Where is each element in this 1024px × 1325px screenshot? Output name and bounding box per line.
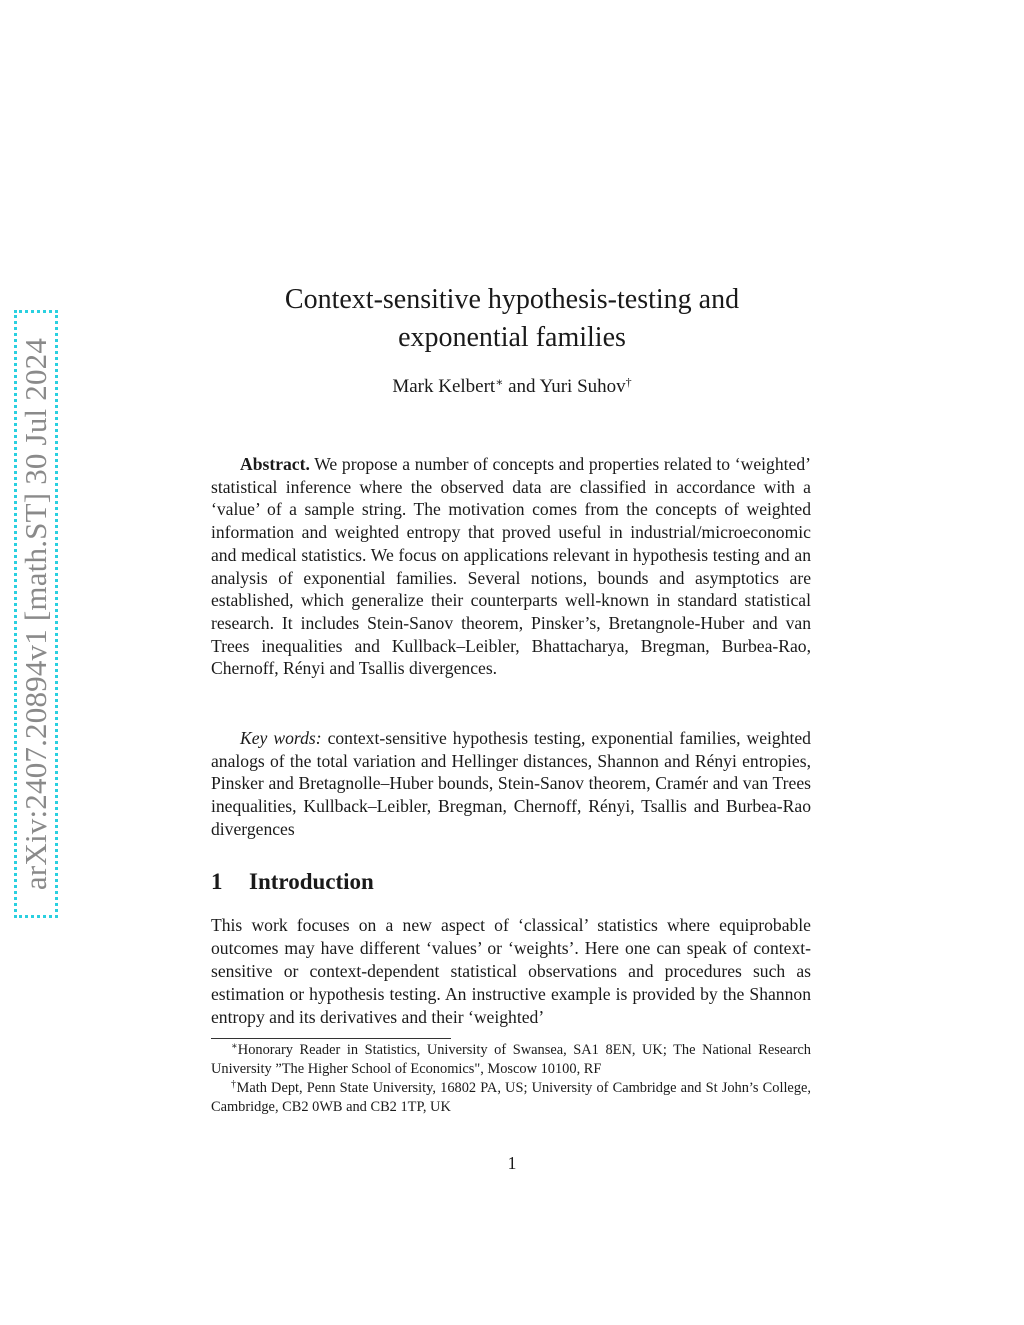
- footnote-2: [211, 1079, 811, 1117]
- footnote-1-text: Honorary Reader in Statistics, University of Swansea, SA1 8EN, UK; The National Research University ”The Higher School of Economics", Moscow 10100, RF: [211, 1042, 811, 1077]
- keywords-text: context-sensitive hypothesis testing, exponential families, weighted analogs of the total variation and Hellinger distances, Shannon and Rényi entropies, Pinsker and Bretagnolle–Huber bounds, Stein-Sanov theorem, Cramér and van Trees inequalities, Kullback–Leibler, Bregman, Chernoff, Rényi, Tsallis and Burbea-Rao divergences: [211, 728, 811, 839]
- footnote-rule: [211, 1038, 451, 1039]
- author-1-footnote-mark: ∗: [495, 375, 504, 389]
- footnote-1: [211, 1041, 811, 1079]
- section-number: 1: [211, 869, 223, 894]
- paper-title-line-2: exponential families: [398, 322, 626, 353]
- page-number: 1: [507, 1153, 517, 1173]
- paper-title-line-1: Context-sensitive hypothesis-testing and: [284, 284, 740, 315]
- keywords: [211, 727, 811, 841]
- author-2-footnote-mark: †: [625, 375, 632, 389]
- abstract: [211, 453, 811, 680]
- footnote-2-mark: †: [231, 1079, 237, 1090]
- section-title: Introduction: [249, 869, 374, 894]
- authors-conjunction: and: [503, 376, 540, 397]
- footnotes: [211, 1041, 811, 1117]
- keywords-label: Key words:: [240, 728, 322, 748]
- author-1: Mark Kelbert: [392, 376, 496, 397]
- authors: [0, 376, 1024, 398]
- footnote-1-mark: ∗: [231, 1041, 238, 1052]
- intro-paragraph: This work focuses on a new aspect of ‘classical’ statistics where equiprobable outcomes may have different ‘values’ or ‘weights’. Here one can speak of context-sensitive or context-dependent statistical observations and procedures such as estimation or hypothesis testing. An instructive example is provided by the Shannon entropy and its derivatives and their ‘weighted’: [211, 915, 811, 1027]
- abstract-label: Abstract.: [240, 454, 310, 474]
- paper-title: [0, 281, 1024, 357]
- author-2: Yuri Suhov: [539, 376, 626, 397]
- arxiv-stamp: [14, 310, 62, 922]
- abstract-text: We propose a number of concepts and properties related to ‘weighted’ statistical inference where the observed data are classified in accordance with a ‘value’ of a sample string. The motivation comes from the concepts of weighted information and weighted entropy that proved useful in industrial/microeconomic and medical statistics. We focus on applications relevant in hypothesis testing and an analysis of exponential families. Several notions, bounds and asymptotics are established, which generalize their counterparts well-known in standard statistical research. It includes Stein-Sanov theorem, Pinsker’s, Bretangnole-Huber and van Trees inequalities and Kullback–Leibler, Bhattacharya, Bregman, Burbea-Rao, Chernoff, Rényi and Tsallis divergences.: [211, 454, 811, 679]
- section-heading: [211, 869, 374, 895]
- footnote-2-text: Math Dept, Penn State University, 16802 PA, US; University of Cambridge and St John’s College, Cambridge, CB2 0WB and CB2 1TP, UK: [211, 1080, 812, 1115]
- arxiv-stamp-text: arXiv:2407.20894v1 [math.ST] 30 Jul 2024: [18, 337, 53, 891]
